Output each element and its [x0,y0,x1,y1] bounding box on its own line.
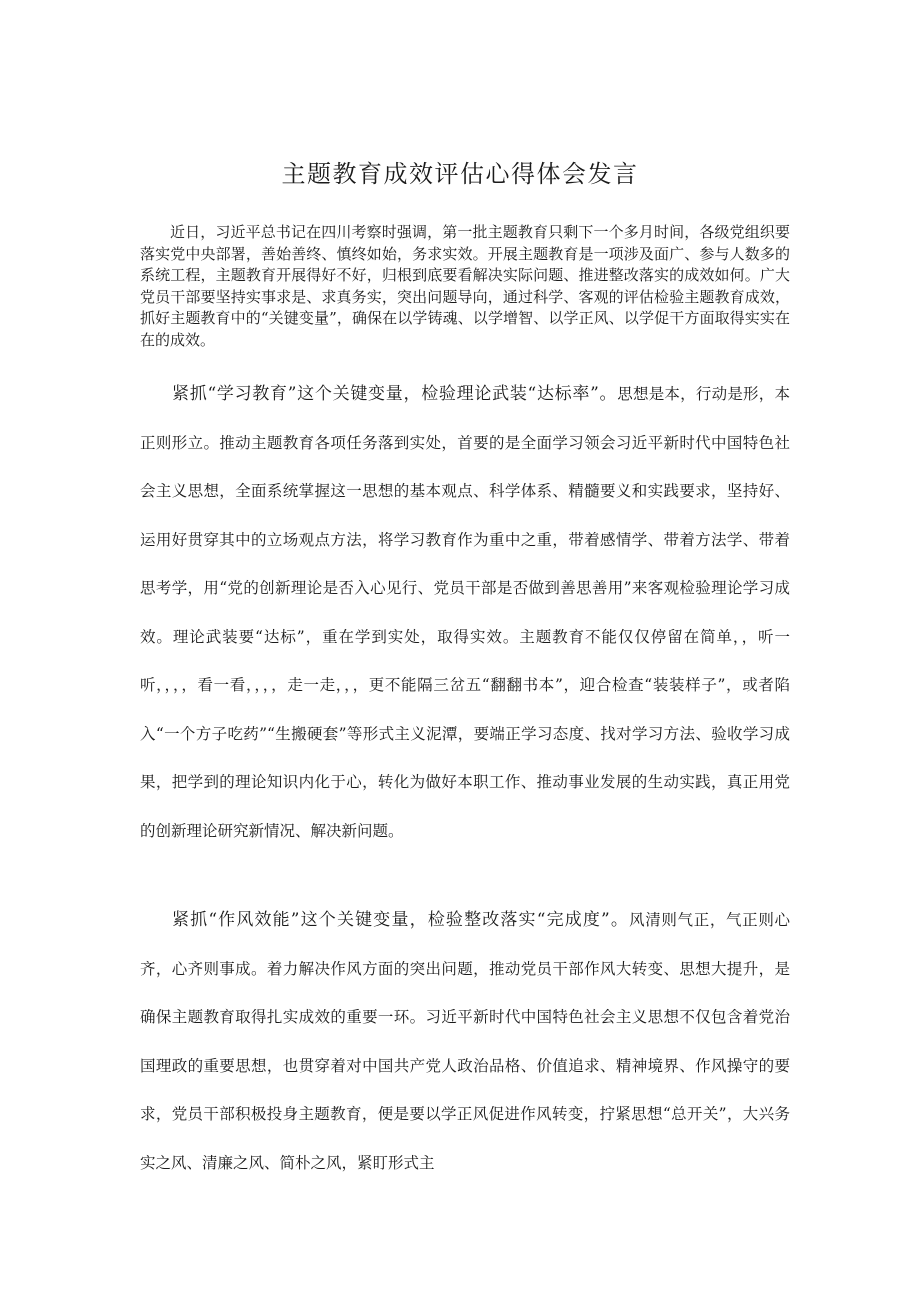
section-body-study: 思想是本，行动是形，本正则形立。推动主题教育各项任务落到实处，首要的是全面学习领会习近平新时代中国特色社会主义思想，全面系统掌握这一思想的基本观点、科学体系、精髓要义和实践要求，坚持好、运用好贯穿其中的立场观点方法，将学习教育作为重中之重，带着感情学、带着方法学、带着思考学，用“党的创新理论是否入心见行、党员干部是否做到善思善用”来客观检验理论学习成效。理论武装要“达标”，重在学到实处，取得实效。主题教育不能仅仅停留在简单，，听一听，，，，看一看，，，，走一走，，，更不能隔三岔五“翻翻书本”，迎合检查“装装样子”，或者陷入“一个方子吃药”“生搬硬套”等形式主义泥潭，要端正学习态度、找对学习方法、验收学习成果，把学到的理论知识内化于心，转化为做好本职工作、推动事业发展的生动实践，真正用党的创新理论研究新情况、解决新问题。 [140,385,790,840]
section-heading-study: 紧抓“学习教育”这个关键变量，检验理论武装“达标率”。 [172,384,618,404]
document-title: 主题教育成效评估心得体会发言 [281,160,639,188]
section-body-style: 风清则气正，气正则心齐，心齐则事成。着力解决作风方面的突出问题，推动党员干部作风大转变、思想大提升，是确保主题教育取得扎实成效的重要一环。习近平新时代中国特色社会主义思想不仅包含着党治国理政的重要思想，也贯穿着对中国共产党人政治品格、价值追求、精神境界、作风操守的要求，党员干部积极投身主题教育，便是要以学正风促进作风转变，拧紧思想“总开关”，大兴务实之风、清廉之风、简朴之风，紧盯形式主 [140,911,790,1172]
section-heading-style: 紧抓“作风效能”这个关键变量，检验整改落实“完成度”。 [172,910,630,930]
section-paragraph-study [140,370,790,855]
section-paragraph-style [140,896,790,1187]
intro-paragraph: 近日，习近平总书记在四川考察时强调，第一批主题教育只剩下一个多月时间，各级党组织要落实党中央部署，善始善终、慎终如始，务求实效。开展主题教育是一项涉及面广、参与人数多的系统工程，主题教育开展得好不好，归根到底要看解决实际问题、推进整改落实的成效如何。广大党员干部要坚持实事求是、求真务实，突出问题导向，通过科学、客观的评估检验主题教育成效，抓好主题教育中的“关键变量”，确保在以学铸魂、以学增智、以学正风、以学促干方面取得实实在在的成效。 [140,223,790,349]
